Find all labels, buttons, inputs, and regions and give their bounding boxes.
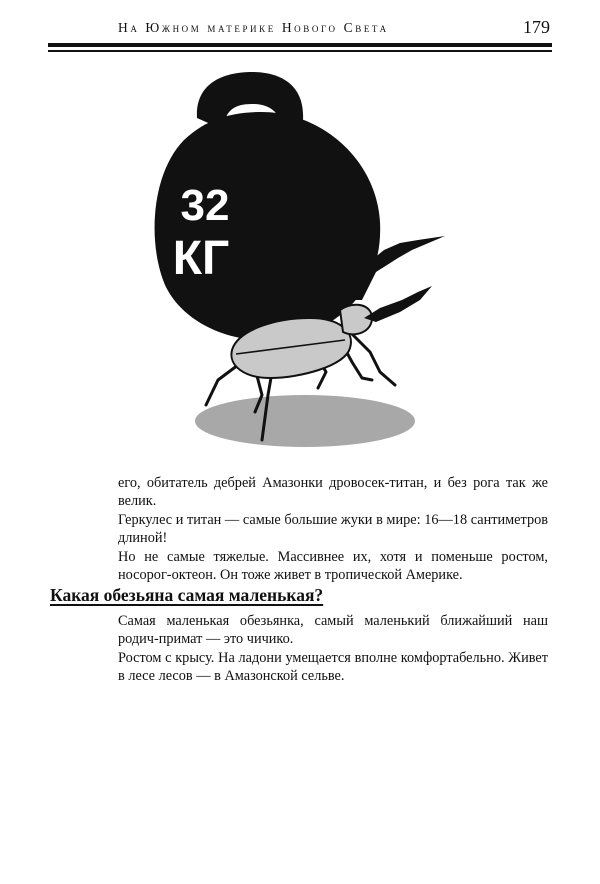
beetle-head (340, 305, 372, 335)
paragraph: Но не самые тяжелые. Массивнее их, хотя и поменьше ростом, носорог-октеон. Он тоже живет в тропической Америке. (118, 548, 548, 584)
beetle-weight-illustration (150, 70, 460, 450)
paragraph: Геркулес и титан — самые большие жуки в мире: 16—18 сантиметров длиной! (118, 511, 548, 547)
intro-text (118, 474, 548, 584)
section-heading: Какая обезьяна самая маленькая? (50, 585, 324, 605)
weight-unit: КГ (172, 232, 230, 285)
header-rule-thin (48, 50, 552, 52)
ground-shadow (195, 395, 415, 447)
paragraph: его, обитатель дебрей Амазонки дровосек-титан, и без рога так же велик. (118, 475, 548, 510)
weight-number: 32 (180, 181, 230, 230)
running-head: На Южном материке Нового Света (118, 20, 389, 35)
beetle-mandible-lower (364, 286, 432, 322)
header-rule-thick (48, 43, 552, 47)
paragraph: Самая маленькая обезьянка, самый маленький ближайший наш родич-примат — это чичико. (118, 613, 548, 648)
paragraph: Ростом с крысу. На ладони умещается вполне комфортабельно. Живет в лесе лесов — в Амазонской сельве. (118, 649, 548, 685)
monkey-text (118, 612, 548, 686)
page-number: 179 (523, 17, 550, 37)
